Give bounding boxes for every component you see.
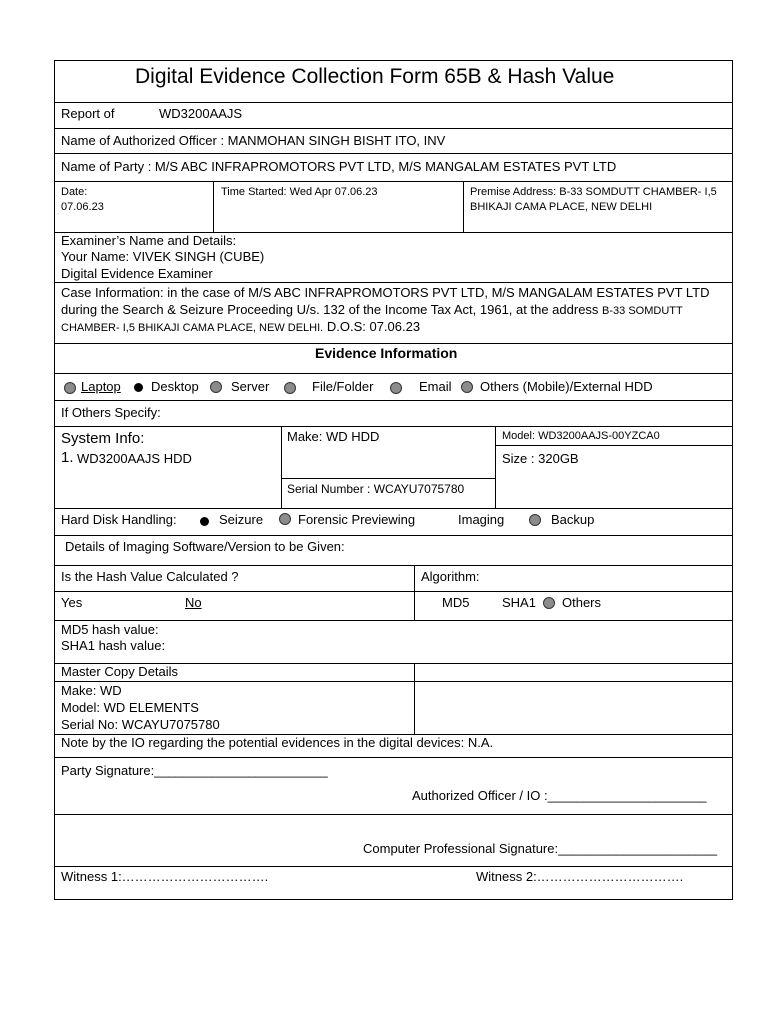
- case-line-3: [61, 319, 420, 335]
- seizure-radio[interactable]: [200, 517, 209, 526]
- signature-row: [55, 758, 732, 815]
- forensic-label: Forensic Previewing: [298, 512, 416, 527]
- desktop-label: Desktop: [151, 379, 199, 394]
- date-row: [55, 182, 732, 233]
- examiner-heading: Examiner’s Name and Details:: [61, 233, 237, 248]
- party-name: Name of Party : M/S ABC INFRAPROMOTORS PVT LTD, M/S MANGALAM ESTATES PVT LTD: [61, 159, 617, 174]
- model-label: Model: WD3200AAJS-00YZCA0: [502, 430, 660, 442]
- email-radio[interactable]: [390, 382, 402, 394]
- case-line-3a: CHAMBER- I,5 BHIKAJI CAMA PLACE, NEW DELHI.: [61, 322, 324, 334]
- file-folder-radio[interactable]: [284, 382, 296, 394]
- sha1-option[interactable]: SHA1: [502, 595, 536, 610]
- case-row: [55, 283, 732, 344]
- time-started: Time Started: Wed Apr 07.06.23: [221, 186, 378, 198]
- witness-row: [55, 867, 732, 899]
- io-note-row: [55, 735, 732, 758]
- make-label: Make: WD HDD: [287, 429, 380, 444]
- others-radio[interactable]: [461, 381, 473, 393]
- disk-handling-row: [55, 509, 732, 536]
- examiner-name: Your Name: VIVEK SINGH (CUBE): [61, 249, 265, 264]
- imaging-software-label: Details of Imaging Software/Version to be Given:: [65, 539, 345, 554]
- imaging-software-row: [55, 536, 732, 566]
- premise-line-1: Premise Address: B-33 SOMDUTT CHAMBER- I,5: [470, 186, 717, 198]
- evidence-header-row: [55, 344, 732, 374]
- seizure-label: Seizure: [219, 512, 264, 527]
- server-radio[interactable]: [210, 381, 222, 393]
- case-line-2a: during the Search & Seizure Proceeding U/s. 132 of the Income Tax Act, 1961, at the address: [61, 302, 603, 317]
- backup-radio[interactable]: [529, 514, 541, 526]
- serial-number: Serial Number : WCAYU7075780: [287, 482, 465, 496]
- system-info-label: System Info:: [61, 430, 145, 447]
- master-copy-row: [55, 664, 732, 735]
- no-option[interactable]: No: [185, 595, 202, 610]
- forensic-radio[interactable]: [279, 513, 291, 525]
- system-info-row: [55, 427, 732, 509]
- md5-hash-label: MD5 hash value:: [61, 622, 159, 637]
- others-label: Others (Mobile)/External HDD: [480, 379, 653, 394]
- email-label: Email: [419, 379, 452, 394]
- disk-handling-label: Hard Disk Handling:: [61, 512, 177, 527]
- master-model: Model: WD ELEMENTS: [61, 700, 199, 715]
- computer-signature-row: [55, 815, 732, 867]
- md5-option[interactable]: MD5: [442, 595, 470, 610]
- date-value: 07.06.23: [61, 201, 104, 213]
- form-title: Digital Evidence Collection Form 65B & Hash Value: [135, 65, 615, 88]
- report-value: WD3200AAJS: [159, 106, 243, 121]
- evidence-form: [54, 60, 733, 900]
- officer-row: [55, 129, 732, 154]
- size-label: Size : 320GB: [502, 451, 579, 466]
- if-others-label: If Others Specify:: [61, 405, 161, 420]
- master-copy-label: Master Copy Details: [61, 664, 179, 679]
- system-info-num: 1.: [61, 449, 74, 466]
- case-line-2: [61, 302, 683, 318]
- premise-line-2: BHIKAJI CAMA PLACE, NEW DELHI: [470, 201, 653, 213]
- server-label: Server: [231, 379, 270, 394]
- sha1-hash-label: SHA1 hash value:: [61, 638, 166, 653]
- authorized-signature[interactable]: Authorized Officer / IO :______________________: [412, 788, 707, 803]
- case-line-2b: B-33 SOMDUTT: [602, 305, 683, 317]
- hash-answer-row: [55, 592, 732, 621]
- algorithm-label: Algorithm:: [421, 569, 480, 584]
- system-info-value: WD3200AAJS HDD: [77, 451, 192, 466]
- others-algo-label: Others: [562, 595, 602, 610]
- hash-question: Is the Hash Value Calculated ?: [61, 569, 239, 584]
- desktop-radio[interactable]: [134, 383, 143, 392]
- if-others-row: [55, 401, 732, 427]
- report-row: [55, 103, 732, 129]
- hash-values-row: [55, 621, 732, 664]
- laptop-radio[interactable]: [64, 382, 76, 394]
- case-line-3b: D.O.S: 07.06.23: [323, 319, 421, 334]
- witness-1[interactable]: Witness 1:…………………………….: [61, 869, 269, 884]
- computer-signature[interactable]: Computer Professional Signature:______________________: [363, 841, 718, 856]
- hash-question-row: [55, 566, 732, 592]
- title-row: [55, 61, 732, 103]
- backup-label: Backup: [551, 512, 595, 527]
- examiner-role: Digital Evidence Examiner: [61, 266, 213, 281]
- witness-2[interactable]: Witness 2:…………………………….: [476, 869, 684, 884]
- evidence-types-row: [55, 374, 732, 401]
- file-folder-label: File/Folder: [312, 379, 374, 394]
- case-line-1: Case Information: in the case of M/S ABC INFRAPROMOTORS PVT LTD, M/S MANGALAM ESTATES PVT LTD: [61, 285, 710, 300]
- party-signature[interactable]: Party Signature:________________________: [61, 763, 328, 778]
- imaging-label: Imaging: [458, 512, 505, 527]
- laptop-label: Laptop: [81, 379, 121, 394]
- report-label: Report of: [61, 106, 115, 121]
- evidence-header: Evidence Information: [315, 345, 458, 361]
- date-label: Date:: [61, 186, 88, 198]
- io-note: Note by the IO regarding the potential evidences in the digital devices: N.A.: [61, 735, 494, 750]
- party-row: [55, 154, 732, 182]
- others-algo-radio[interactable]: [543, 597, 555, 609]
- master-serial: Serial No: WCAYU7075780: [61, 717, 220, 732]
- master-make: Make: WD: [61, 683, 122, 698]
- authorized-officer: Name of Authorized Officer : MANMOHAN SINGH BISHT ITO, INV: [61, 133, 446, 148]
- yes-option[interactable]: Yes: [61, 595, 83, 610]
- examiner-row: [55, 233, 732, 283]
